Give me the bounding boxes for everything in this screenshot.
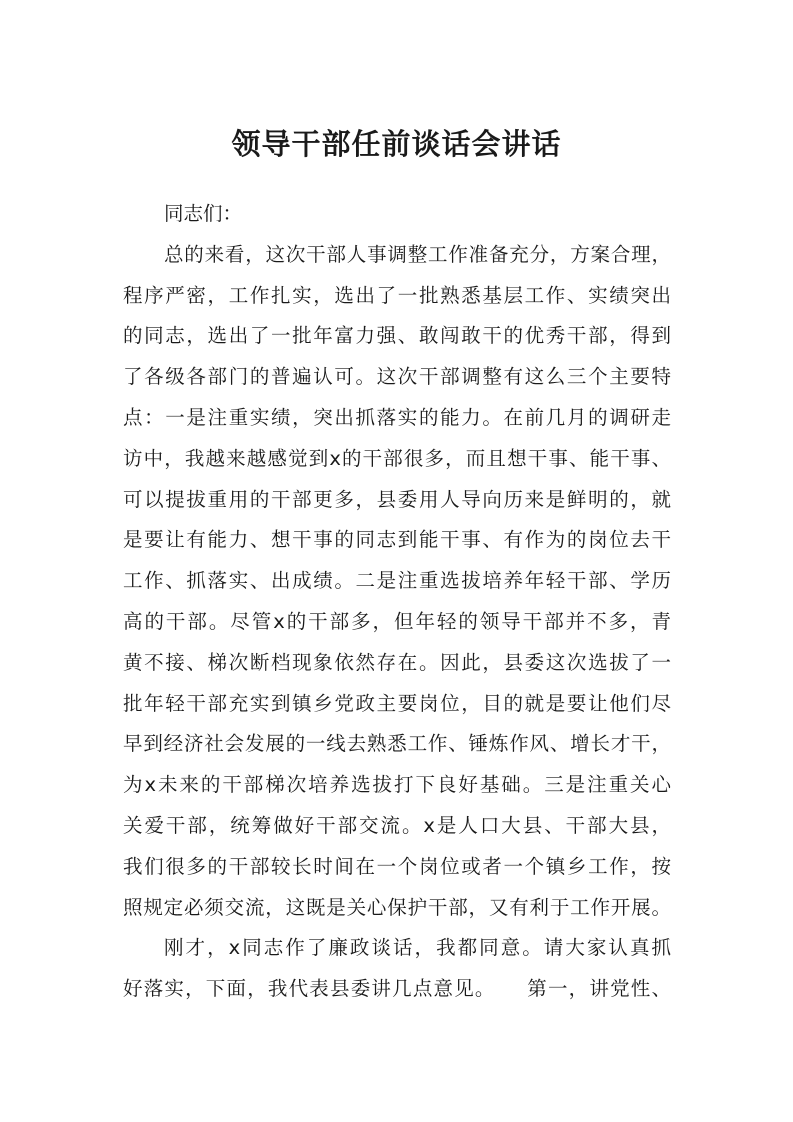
document-title: 领导干部任前谈话会讲话 <box>231 127 562 161</box>
paragraph-line: 早到经济社会发展的一线去熟悉工作、锤炼作风、增长才干， <box>123 732 671 756</box>
paragraph-line: 是要让有能力、想干事的同志到能干事、有作为的岗位去干 <box>123 528 671 552</box>
paragraph-line: 好落实，下面，我代表县委讲几点意见。 第一，讲党性、 <box>123 977 671 1001</box>
paragraph-line: 高的干部。尽管x的干部多，但年轻的领导干部并不多，青 <box>123 609 671 633</box>
paragraph-line: 关爱干部，统筹做好干部交流。x是人口大县、干部大县， <box>123 813 671 837</box>
paragraph-line: 我们很多的干部较长时间在一个岗位或者一个镇乡工作，按 <box>123 854 671 878</box>
paragraph-line: 了各级各部门的普遍认可。这次干部调整有这么三个主要特 <box>123 365 671 389</box>
paragraph-1 <box>123 235 671 929</box>
paragraph-line: 可以提拔重用的干部更多，县委用人导向历来是鲜明的，就 <box>123 487 671 511</box>
paragraph-2 <box>123 928 671 1010</box>
paragraph-line: 批年轻干部充实到镇乡党政主要岗位，目的就是要让他们尽 <box>123 691 671 715</box>
paragraph-line: 总的来看，这次干部人事调整工作准备充分，方案合理， <box>164 242 671 266</box>
paragraph-line: 访中，我越来越感觉到x的干部很多，而且想干事、能干事、 <box>123 446 671 470</box>
paragraph-line: 刚才，x同志作了廉政谈话，我都同意。请大家认真抓 <box>164 936 671 960</box>
paragraph-line: 为x未来的干部梯次培养选拔打下良好基础。三是注重关心 <box>123 773 671 797</box>
paragraph-line: 点：一是注重实绩，突出抓落实的能力。在前几月的调研走 <box>123 405 671 429</box>
paragraph-line: 程序严密，工作扎实，选出了一批熟悉基层工作、实绩突出 <box>123 283 671 307</box>
paragraph-line: 的同志，选出了一批年富力强、敢闯敢干的优秀干部，得到 <box>123 324 671 348</box>
paragraph-line: 工作、抓落实、出成绩。二是注重选拔培养年轻干部、学历 <box>123 569 671 593</box>
document-body <box>123 194 671 1010</box>
paragraph-line: 黄不接、梯次断档现象依然存在。因此，县委这次选拔了一 <box>123 650 671 674</box>
paragraph-line: 照规定必须交流，这既是关心保护干部，又有利于工作开展。 <box>123 895 671 919</box>
salutation: 同志们： <box>164 202 243 225</box>
